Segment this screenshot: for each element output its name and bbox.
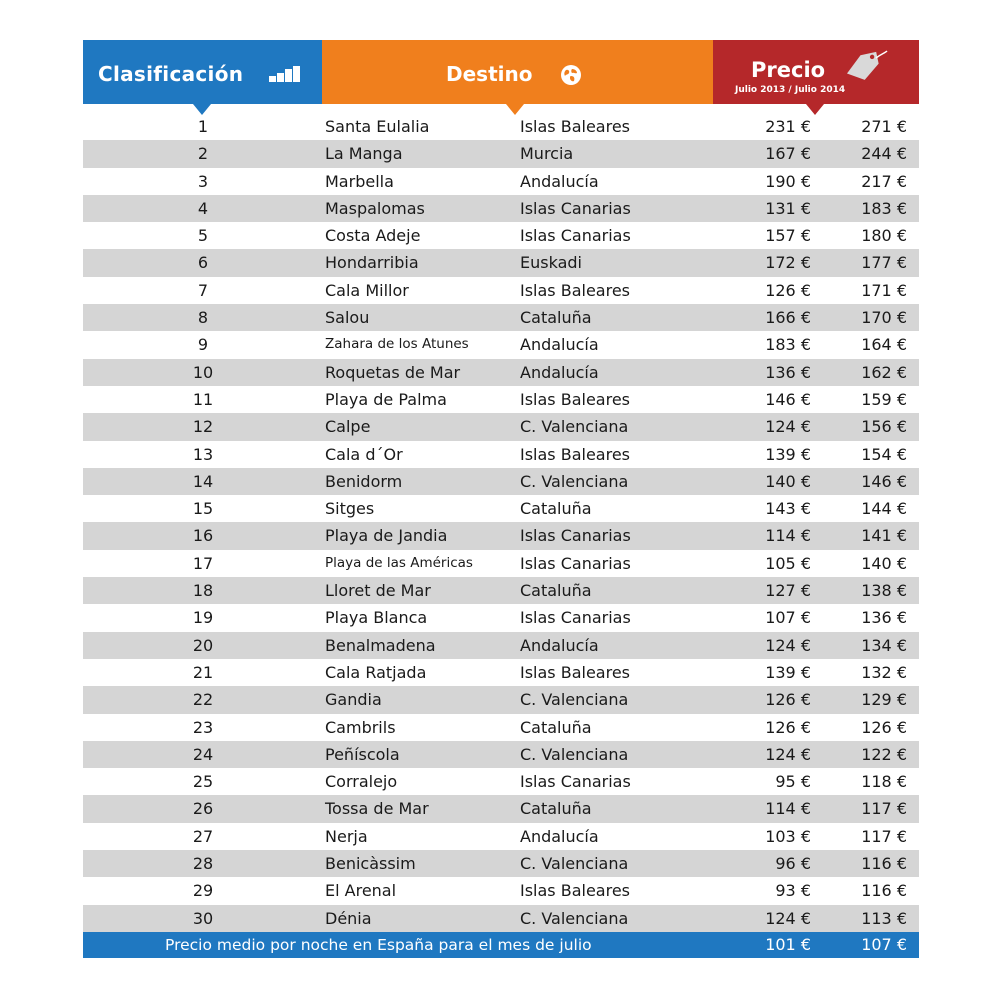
- table-row: [83, 195, 919, 222]
- region-cell: C. Valenciana: [520, 854, 629, 874]
- price-2014-cell: 116 €: [861, 881, 907, 901]
- price-2014-cell: 217 €: [861, 171, 907, 191]
- price-2014-cell: 117 €: [861, 826, 907, 846]
- header-price-sublabel: Julio 2013 / Julio 2014: [735, 85, 846, 95]
- globe-icon: [560, 64, 582, 86]
- table-row: [83, 441, 919, 468]
- price-2014-cell: 156 €: [861, 417, 907, 437]
- rank-cell: 8: [197, 308, 209, 328]
- price-2013-cell: 166 €: [765, 308, 811, 328]
- rank-cell: 30: [192, 908, 214, 928]
- price-2013-cell: 131 €: [765, 198, 811, 218]
- price-2013-cell: 93 €: [775, 881, 811, 901]
- table-row: [83, 550, 919, 577]
- table-row: [83, 222, 919, 249]
- destination-name-cell: Salou: [325, 308, 370, 328]
- price-tag-icon: [843, 50, 889, 80]
- region-cell: Islas Baleares: [520, 662, 631, 682]
- table-row: [83, 386, 919, 413]
- region-cell: Andalucía: [520, 826, 599, 846]
- price-2013-cell: 103 €: [765, 826, 811, 846]
- rank-cell: 9: [197, 335, 209, 355]
- region-cell: Andalucía: [520, 171, 599, 191]
- region-cell: C. Valenciana: [520, 744, 629, 764]
- rank-cell: 14: [192, 471, 214, 491]
- rank-cell: 28: [192, 854, 214, 874]
- rank-cell: 5: [197, 226, 209, 246]
- table-row: [83, 877, 919, 904]
- ranking-table: [83, 113, 919, 932]
- region-cell: Islas Canarias: [520, 226, 631, 246]
- destination-name-cell: Gandia: [325, 690, 382, 710]
- region-cell: Islas Canarias: [520, 198, 631, 218]
- region-cell: Cataluña: [520, 581, 592, 601]
- header-ranking-label: Clasificación: [98, 62, 244, 86]
- price-2013-cell: 114 €: [765, 526, 811, 546]
- price-2014-cell: 180 €: [861, 226, 907, 246]
- destination-name-cell: Roquetas de Mar: [325, 362, 461, 382]
- average-price-2014: 107 €: [861, 935, 907, 954]
- price-2014-cell: 271 €: [861, 117, 907, 136]
- region-cell: Islas Canarias: [520, 526, 631, 546]
- destination-name-cell: Lloret de Mar: [325, 581, 431, 601]
- price-2014-cell: 134 €: [861, 635, 907, 655]
- table-row: [83, 113, 919, 140]
- price-2014-cell: 129 €: [861, 690, 907, 710]
- price-2014-cell: 140 €: [861, 553, 907, 573]
- price-2014-cell: 141 €: [861, 526, 907, 546]
- price-2014-cell: 154 €: [861, 444, 907, 464]
- price-2013-cell: 126 €: [765, 690, 811, 710]
- rank-cell: 21: [192, 662, 214, 682]
- average-price-label: Precio medio por noche en España para el mes de julio: [165, 936, 592, 954]
- price-2013-cell: 157 €: [765, 226, 811, 246]
- price-2013-cell: 124 €: [765, 908, 811, 928]
- destination-name-cell: Playa Blanca: [325, 608, 428, 628]
- region-cell: C. Valenciana: [520, 690, 629, 710]
- table-row: [83, 577, 919, 604]
- rank-cell: 29: [192, 881, 214, 901]
- table-row: [83, 359, 919, 386]
- destination-name-cell: Dénia: [325, 908, 372, 928]
- region-cell: C. Valenciana: [520, 471, 629, 491]
- price-2014-cell: 117 €: [861, 799, 907, 819]
- table-row: [83, 168, 919, 195]
- region-cell: Murcia: [520, 144, 574, 164]
- destination-name-cell: Cambrils: [325, 717, 396, 737]
- destination-name-cell: El Arenal: [325, 881, 397, 901]
- price-2014-cell: 159 €: [861, 389, 907, 409]
- price-2014-cell: 177 €: [861, 253, 907, 273]
- price-2014-cell: 113 €: [861, 908, 907, 928]
- header-ranking: [83, 40, 322, 104]
- destination-name-cell: Costa Adeje: [325, 226, 421, 246]
- destination-name-cell: Corralejo: [325, 772, 398, 792]
- destination-name-cell: Peñíscola: [325, 744, 400, 764]
- region-cell: Islas Canarias: [520, 772, 631, 792]
- region-cell: Andalucía: [520, 335, 599, 355]
- table-row: [83, 604, 919, 631]
- destination-name-cell: La Manga: [325, 144, 403, 164]
- region-cell: Cataluña: [520, 499, 592, 519]
- price-2014-cell: 138 €: [861, 581, 907, 601]
- table-row: [83, 714, 919, 741]
- price-2013-cell: 114 €: [765, 799, 811, 819]
- destination-name-cell: Santa Eulalia: [325, 117, 430, 136]
- price-2013-cell: 136 €: [765, 362, 811, 382]
- rank-cell: 23: [192, 717, 214, 737]
- region-cell: Islas Baleares: [520, 881, 631, 901]
- price-2013-cell: 231 €: [765, 117, 811, 136]
- price-2013-cell: 96 €: [775, 854, 811, 874]
- price-2014-cell: 244 €: [861, 144, 907, 164]
- table-row: [83, 277, 919, 304]
- region-cell: Islas Baleares: [520, 444, 631, 464]
- rank-cell: 3: [197, 171, 209, 191]
- price-2013-cell: 124 €: [765, 417, 811, 437]
- table-row: [83, 413, 919, 440]
- price-2013-cell: 143 €: [765, 499, 811, 519]
- price-2013-cell: 126 €: [765, 280, 811, 300]
- rank-cell: 19: [192, 608, 214, 628]
- table-row: [83, 632, 919, 659]
- price-2013-cell: 126 €: [765, 717, 811, 737]
- rank-cell: 2: [197, 144, 209, 164]
- rank-cell: 27: [192, 826, 214, 846]
- table-row: [83, 795, 919, 822]
- destination-name-cell: Maspalomas: [325, 198, 425, 218]
- destination-name-cell: Cala Millor: [325, 280, 409, 300]
- price-2013-cell: 146 €: [765, 389, 811, 409]
- price-2013-cell: 139 €: [765, 662, 811, 682]
- region-cell: Islas Baleares: [520, 117, 631, 136]
- price-2013-cell: 95 €: [775, 772, 811, 792]
- table-row: [83, 741, 919, 768]
- rank-cell: 22: [192, 690, 214, 710]
- destination-name-cell: Marbella: [325, 171, 394, 191]
- price-2014-cell: 116 €: [861, 854, 907, 874]
- rank-cell: 26: [192, 799, 214, 819]
- price-2014-cell: 146 €: [861, 471, 907, 491]
- region-cell: C. Valenciana: [520, 908, 629, 928]
- region-cell: Andalucía: [520, 362, 599, 382]
- table-row: [83, 495, 919, 522]
- price-2014-cell: 171 €: [861, 280, 907, 300]
- table-row: [83, 331, 919, 358]
- average-price-2013: 101 €: [765, 935, 811, 954]
- price-2014-cell: 132 €: [861, 662, 907, 682]
- region-cell: Cataluña: [520, 717, 592, 737]
- region-cell: Islas Baleares: [520, 280, 631, 300]
- table-row: [83, 140, 919, 167]
- rank-cell: 7: [197, 280, 209, 300]
- rank-cell: 13: [192, 444, 214, 464]
- destination-name-cell: Calpe: [325, 417, 371, 437]
- price-2014-cell: 122 €: [861, 744, 907, 764]
- price-2014-cell: 170 €: [861, 308, 907, 328]
- header-destination-label: Destino: [446, 62, 533, 86]
- destination-name-cell: Cala d´Or: [325, 444, 403, 464]
- destination-name-cell: Playa de las Américas: [325, 554, 473, 571]
- average-price-row: [83, 932, 919, 958]
- rank-cell: 15: [192, 499, 214, 519]
- rank-cell: 6: [197, 253, 209, 273]
- table-row: [83, 659, 919, 686]
- rank-cell: 20: [192, 635, 214, 655]
- price-2013-cell: 127 €: [765, 581, 811, 601]
- table-row: [83, 850, 919, 877]
- table-row: [83, 768, 919, 795]
- region-cell: Cataluña: [520, 799, 592, 819]
- price-2013-cell: 105 €: [765, 553, 811, 573]
- header-destination: [322, 40, 713, 104]
- price-2014-cell: 183 €: [861, 198, 907, 218]
- rank-cell: 12: [192, 417, 214, 437]
- price-2013-cell: 172 €: [765, 253, 811, 273]
- rank-cell: 10: [192, 362, 214, 382]
- price-2014-cell: 136 €: [861, 608, 907, 628]
- table-row: [83, 522, 919, 549]
- table-row: [83, 468, 919, 495]
- destination-name-cell: Tossa de Mar: [325, 799, 429, 819]
- destination-name-cell: Zahara de los Atunes: [325, 336, 469, 353]
- bar-chart-icon: [269, 66, 301, 82]
- table-row: [83, 686, 919, 713]
- price-2014-cell: 164 €: [861, 335, 907, 355]
- price-2014-cell: 126 €: [861, 717, 907, 737]
- price-2013-cell: 139 €: [765, 444, 811, 464]
- rank-cell: 17: [192, 553, 214, 573]
- destination-name-cell: Playa de Palma: [325, 389, 447, 409]
- rank-cell: 4: [197, 198, 209, 218]
- rank-cell: 18: [192, 581, 214, 601]
- price-2013-cell: 190 €: [765, 171, 811, 191]
- rank-cell: 25: [192, 772, 214, 792]
- header-price-label: Precio: [751, 58, 826, 82]
- region-cell: Islas Baleares: [520, 389, 631, 409]
- table-row: [83, 249, 919, 276]
- destination-name-cell: Benalmadena: [325, 635, 436, 655]
- price-2014-cell: 118 €: [861, 772, 907, 792]
- price-2013-cell: 124 €: [765, 635, 811, 655]
- region-cell: Euskadi: [520, 253, 582, 273]
- region-cell: Islas Canarias: [520, 553, 631, 573]
- price-2014-cell: 144 €: [861, 499, 907, 519]
- rank-cell: 11: [192, 389, 214, 409]
- price-2013-cell: 167 €: [765, 144, 811, 164]
- region-cell: C. Valenciana: [520, 417, 629, 437]
- table-row: [83, 905, 919, 932]
- rank-cell: 16: [192, 526, 214, 546]
- destination-name-cell: Benicàssim: [325, 854, 416, 874]
- region-cell: Andalucía: [520, 635, 599, 655]
- table-header: [83, 40, 919, 104]
- price-2014-cell: 162 €: [861, 362, 907, 382]
- region-cell: Cataluña: [520, 308, 592, 328]
- rank-cell: 24: [192, 744, 214, 764]
- destination-name-cell: Hondarribia: [325, 253, 419, 273]
- rank-cell: 1: [197, 117, 209, 136]
- destination-name-cell: Playa de Jandia: [325, 526, 448, 546]
- table-row: [83, 823, 919, 850]
- price-2013-cell: 183 €: [765, 335, 811, 355]
- region-cell: Islas Canarias: [520, 608, 631, 628]
- price-2013-cell: 124 €: [765, 744, 811, 764]
- destination-name-cell: Sitges: [325, 499, 375, 519]
- header-price: [713, 40, 919, 104]
- destination-name-cell: Benidorm: [325, 471, 403, 491]
- destination-name-cell: Cala Ratjada: [325, 662, 427, 682]
- price-2013-cell: 107 €: [765, 608, 811, 628]
- price-2013-cell: 140 €: [765, 471, 811, 491]
- table-row: [83, 304, 919, 331]
- destination-name-cell: Nerja: [325, 826, 368, 846]
